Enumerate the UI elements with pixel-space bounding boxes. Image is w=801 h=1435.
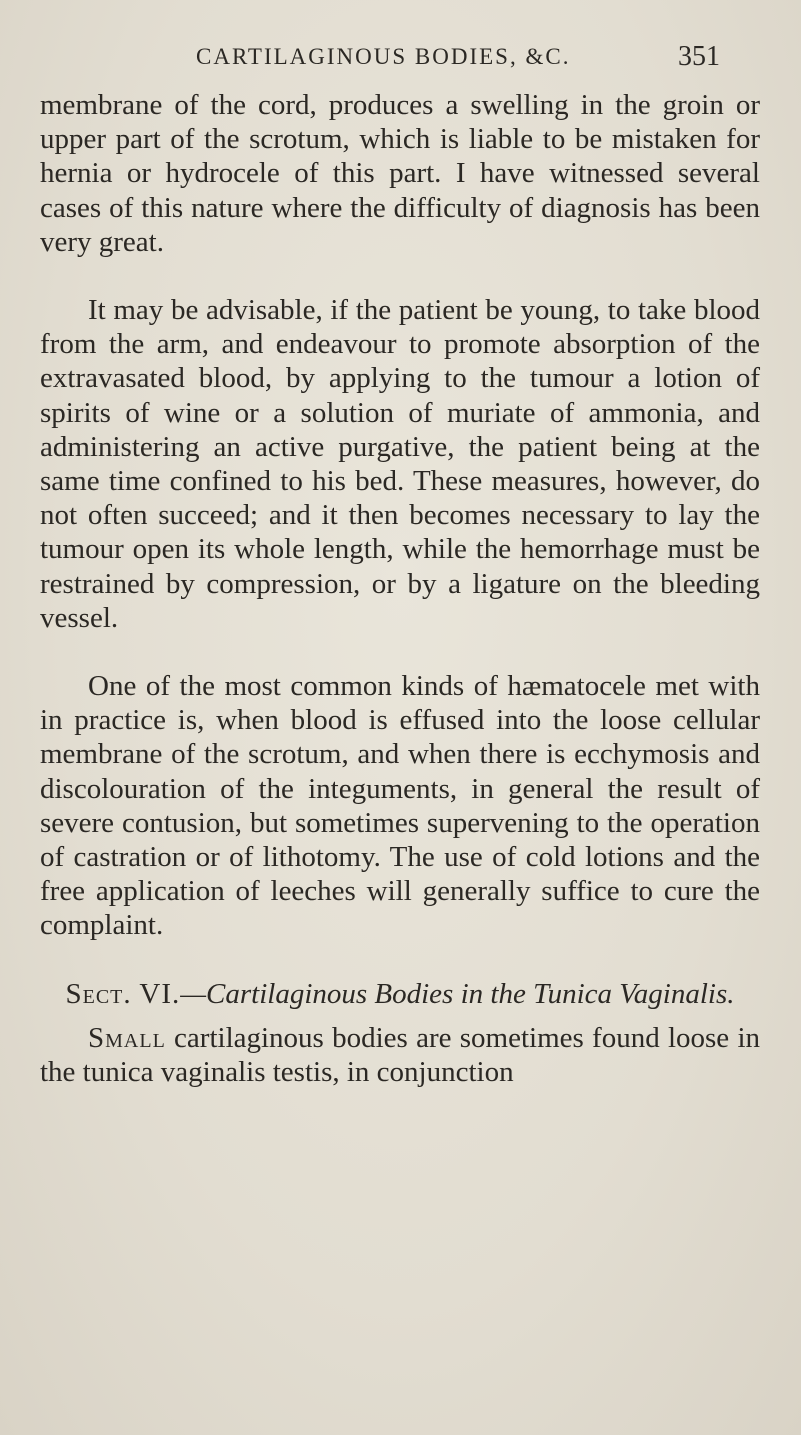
running-head: CARTILAGINOUS BODIES, &C.	[196, 44, 571, 69]
paragraph-haematocele: One of the most common kinds of hæmatocele met with in practice is, when blood is effused into the loose cellular membrane of the scrotum, and when there is ecchymosis and discolouration of the integuments, in general the result of severe contusion, but sometimes supervening to the operation of castration or of lithotomy. The use of cold lotions and the free application of leeches will generally suffice to cure the complaint.	[40, 670, 760, 942]
paragraph-text: cartilaginous bodies are sometimes found loose in the tunica vaginalis testis, in conjunction	[40, 1021, 760, 1089]
page-header	[160, 42, 720, 82]
paragraph-continuation: membrane of the cord, produces a swelling in the groin or upper part of the scrotum, which is liable to be mistaken for hernia or hydrocele of this part. I have witnessed several cases of this nature where the difficulty of diagnosis has been very great.	[40, 89, 760, 258]
page-number: 351	[678, 41, 720, 72]
paragraph-lead-word: Small	[88, 1021, 166, 1054]
section-label: Sect. VI.	[65, 977, 181, 1010]
paragraph-cartilaginous	[40, 1021, 760, 1089]
section-heading	[40, 977, 760, 1011]
body-text	[40, 88, 760, 1089]
paragraph-treatment: It may be advisable, if the patient be young, to take blood from the arm, and endeavour to promote absorption of the extravasated blood, by applying to the tumour a lotion of spirits of wine or a solution of muriate of ammonia, and administering an active purgative, the patient being at the same time confined to his bed. These measures, however, do not often succeed; and it then becomes necessary to lay the tumour open its whole length, while the hemorrhage must be restrained by compression, or by a ligature on the bleeding vessel.	[40, 294, 760, 634]
section-title: —Cartilaginous Bodies in the Tunica Vaginalis.	[180, 977, 735, 1010]
